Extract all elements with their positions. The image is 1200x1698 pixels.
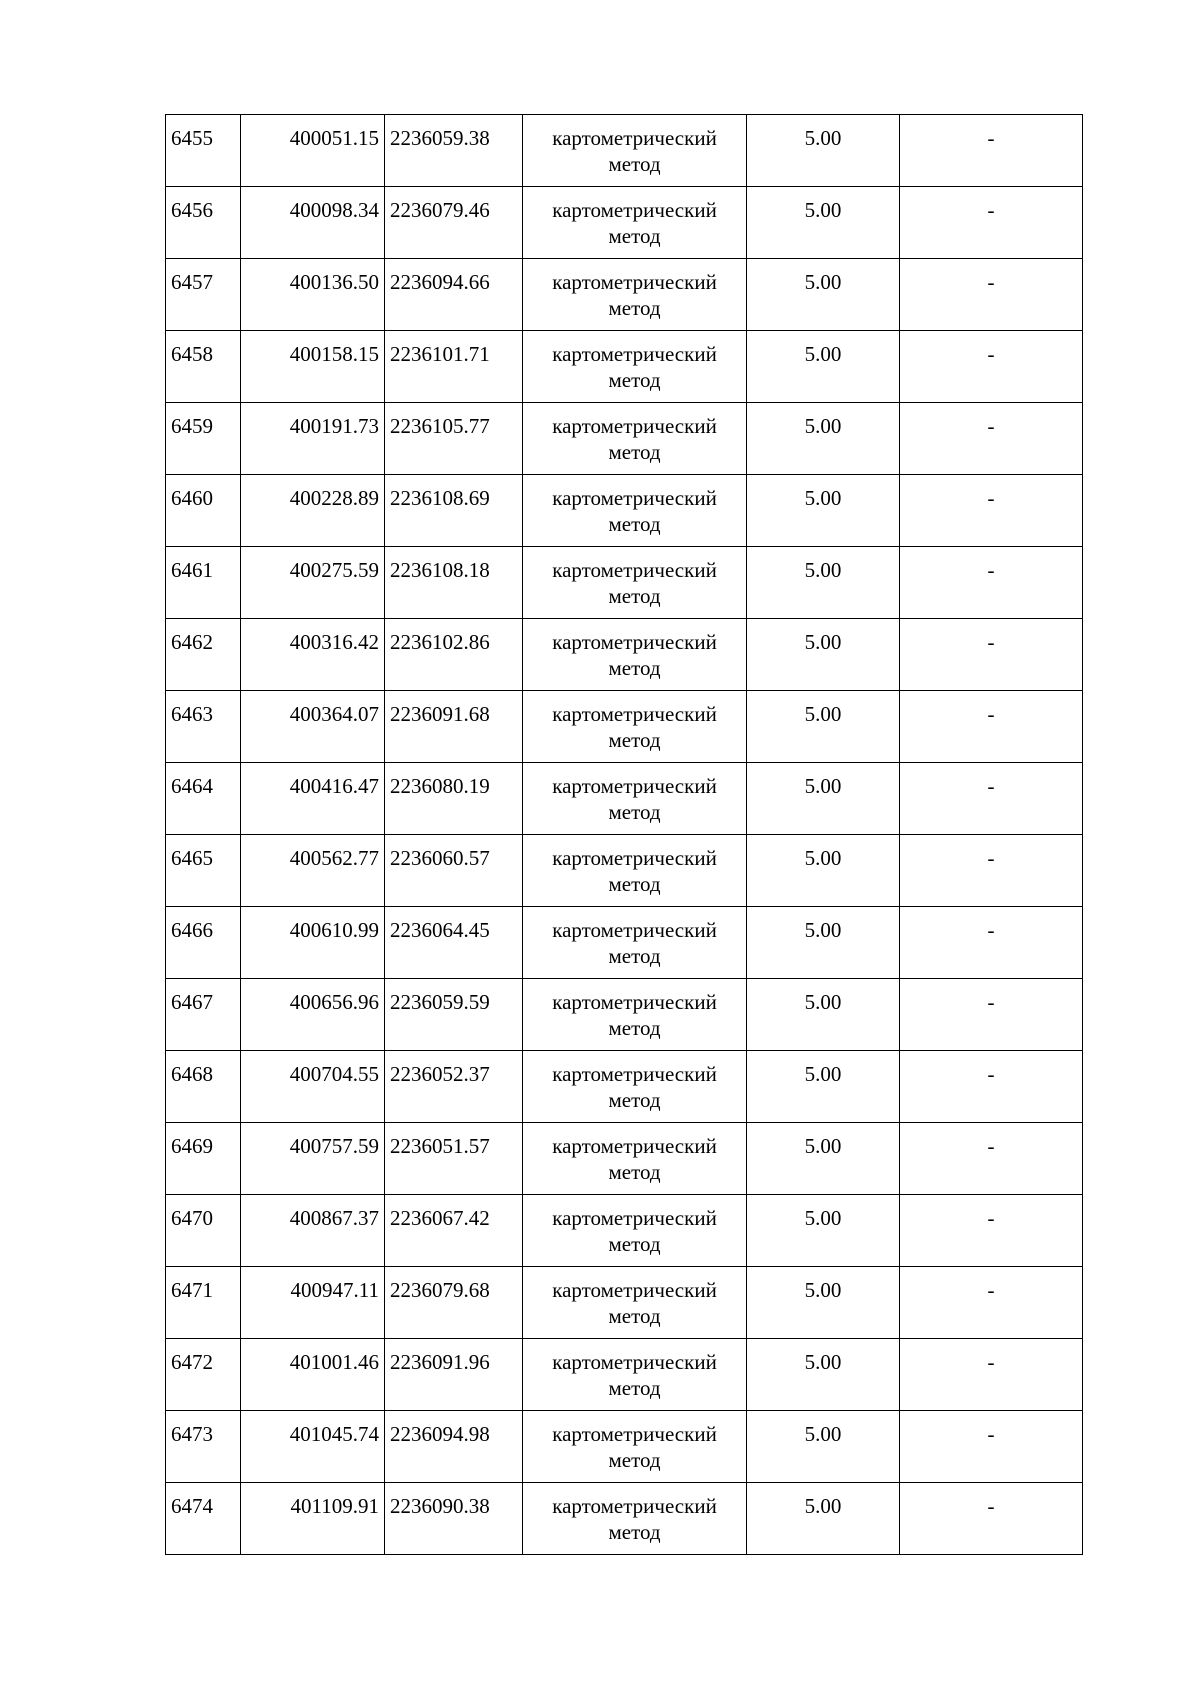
point-number-cell: 6474 xyxy=(166,1483,241,1555)
accuracy-cell: 5.00 xyxy=(747,1339,900,1411)
point-number-cell: 6458 xyxy=(166,331,241,403)
point-number-cell: 6463 xyxy=(166,691,241,763)
method-cell: картометрический метод xyxy=(523,691,747,763)
x-coordinate-cell: 400228.89 xyxy=(241,475,385,547)
method-cell: картометрический метод xyxy=(523,979,747,1051)
x-coordinate-cell: 400136.50 xyxy=(241,259,385,331)
table-row xyxy=(166,1483,1083,1555)
description-cell: - xyxy=(900,403,1083,475)
method-cell: картометрический метод xyxy=(523,619,747,691)
y-coordinate-cell: 2236067.42 xyxy=(385,1195,523,1267)
table-row xyxy=(166,1339,1083,1411)
point-number-cell: 6465 xyxy=(166,835,241,907)
table-row xyxy=(166,835,1083,907)
method-cell: картометрический метод xyxy=(523,1051,747,1123)
description-cell: - xyxy=(900,187,1083,259)
y-coordinate-cell: 2236090.38 xyxy=(385,1483,523,1555)
x-coordinate-cell: 401001.46 xyxy=(241,1339,385,1411)
method-cell: картометрический метод xyxy=(523,1411,747,1483)
description-cell: - xyxy=(900,331,1083,403)
x-coordinate-cell: 400098.34 xyxy=(241,187,385,259)
method-cell: картометрический метод xyxy=(523,1339,747,1411)
point-number-cell: 6460 xyxy=(166,475,241,547)
accuracy-cell: 5.00 xyxy=(747,979,900,1051)
accuracy-cell: 5.00 xyxy=(747,259,900,331)
y-coordinate-cell: 2236091.96 xyxy=(385,1339,523,1411)
method-cell: картометрический метод xyxy=(523,835,747,907)
y-coordinate-cell: 2236052.37 xyxy=(385,1051,523,1123)
point-number-cell: 6462 xyxy=(166,619,241,691)
accuracy-cell: 5.00 xyxy=(747,907,900,979)
description-cell: - xyxy=(900,1195,1083,1267)
table-row xyxy=(166,1123,1083,1195)
point-number-cell: 6472 xyxy=(166,1339,241,1411)
table-row xyxy=(166,115,1083,187)
x-coordinate-cell: 401045.74 xyxy=(241,1411,385,1483)
y-coordinate-cell: 2236094.66 xyxy=(385,259,523,331)
accuracy-cell: 5.00 xyxy=(747,691,900,763)
x-coordinate-cell: 400416.47 xyxy=(241,763,385,835)
point-number-cell: 6468 xyxy=(166,1051,241,1123)
method-cell: картометрический метод xyxy=(523,547,747,619)
description-cell: - xyxy=(900,979,1083,1051)
table-row xyxy=(166,475,1083,547)
description-cell: - xyxy=(900,835,1083,907)
x-coordinate-cell: 400704.55 xyxy=(241,1051,385,1123)
x-coordinate-cell: 400757.59 xyxy=(241,1123,385,1195)
point-number-cell: 6464 xyxy=(166,763,241,835)
method-cell: картометрический метод xyxy=(523,259,747,331)
table-row xyxy=(166,691,1083,763)
table-row xyxy=(166,907,1083,979)
point-number-cell: 6469 xyxy=(166,1123,241,1195)
table-row xyxy=(166,187,1083,259)
x-coordinate-cell: 400051.15 xyxy=(241,115,385,187)
x-coordinate-cell: 400316.42 xyxy=(241,619,385,691)
point-number-cell: 6455 xyxy=(166,115,241,187)
y-coordinate-cell: 2236064.45 xyxy=(385,907,523,979)
y-coordinate-cell: 2236059.59 xyxy=(385,979,523,1051)
description-cell: - xyxy=(900,1483,1083,1555)
y-coordinate-cell: 2236101.71 xyxy=(385,331,523,403)
point-number-cell: 6466 xyxy=(166,907,241,979)
description-cell: - xyxy=(900,907,1083,979)
x-coordinate-cell: 400158.15 xyxy=(241,331,385,403)
coordinates-table-body xyxy=(166,115,1083,1555)
y-coordinate-cell: 2236108.69 xyxy=(385,475,523,547)
method-cell: картометрический метод xyxy=(523,115,747,187)
point-number-cell: 6470 xyxy=(166,1195,241,1267)
description-cell: - xyxy=(900,547,1083,619)
x-coordinate-cell: 400562.77 xyxy=(241,835,385,907)
y-coordinate-cell: 2236059.38 xyxy=(385,115,523,187)
y-coordinate-cell: 2236108.18 xyxy=(385,547,523,619)
y-coordinate-cell: 2236094.98 xyxy=(385,1411,523,1483)
x-coordinate-cell: 400191.73 xyxy=(241,403,385,475)
description-cell: - xyxy=(900,1267,1083,1339)
description-cell: - xyxy=(900,259,1083,331)
method-cell: картометрический метод xyxy=(523,403,747,475)
accuracy-cell: 5.00 xyxy=(747,331,900,403)
accuracy-cell: 5.00 xyxy=(747,619,900,691)
table-row xyxy=(166,259,1083,331)
y-coordinate-cell: 2236105.77 xyxy=(385,403,523,475)
x-coordinate-cell: 400947.11 xyxy=(241,1267,385,1339)
table-row xyxy=(166,1267,1083,1339)
accuracy-cell: 5.00 xyxy=(747,1051,900,1123)
accuracy-cell: 5.00 xyxy=(747,115,900,187)
y-coordinate-cell: 2236079.46 xyxy=(385,187,523,259)
point-number-cell: 6471 xyxy=(166,1267,241,1339)
accuracy-cell: 5.00 xyxy=(747,1123,900,1195)
method-cell: картометрический метод xyxy=(523,475,747,547)
point-number-cell: 6473 xyxy=(166,1411,241,1483)
x-coordinate-cell: 400656.96 xyxy=(241,979,385,1051)
table-row xyxy=(166,979,1083,1051)
description-cell: - xyxy=(900,115,1083,187)
y-coordinate-cell: 2236080.19 xyxy=(385,763,523,835)
y-coordinate-cell: 2236079.68 xyxy=(385,1267,523,1339)
description-cell: - xyxy=(900,763,1083,835)
table-row xyxy=(166,1051,1083,1123)
method-cell: картометрический метод xyxy=(523,1123,747,1195)
x-coordinate-cell: 400610.99 xyxy=(241,907,385,979)
table-row xyxy=(166,763,1083,835)
point-number-cell: 6457 xyxy=(166,259,241,331)
y-coordinate-cell: 2236091.68 xyxy=(385,691,523,763)
x-coordinate-cell: 400867.37 xyxy=(241,1195,385,1267)
method-cell: картометрический метод xyxy=(523,1195,747,1267)
method-cell: картометрический метод xyxy=(523,1483,747,1555)
point-number-cell: 6459 xyxy=(166,403,241,475)
table-row xyxy=(166,1195,1083,1267)
accuracy-cell: 5.00 xyxy=(747,1411,900,1483)
description-cell: - xyxy=(900,619,1083,691)
table-row xyxy=(166,403,1083,475)
method-cell: картометрический метод xyxy=(523,907,747,979)
point-number-cell: 6461 xyxy=(166,547,241,619)
point-number-cell: 6456 xyxy=(166,187,241,259)
method-cell: картометрический метод xyxy=(523,1267,747,1339)
accuracy-cell: 5.00 xyxy=(747,187,900,259)
x-coordinate-cell: 401109.91 xyxy=(241,1483,385,1555)
x-coordinate-cell: 400275.59 xyxy=(241,547,385,619)
accuracy-cell: 5.00 xyxy=(747,1483,900,1555)
y-coordinate-cell: 2236051.57 xyxy=(385,1123,523,1195)
accuracy-cell: 5.00 xyxy=(747,403,900,475)
accuracy-cell: 5.00 xyxy=(747,763,900,835)
accuracy-cell: 5.00 xyxy=(747,547,900,619)
description-cell: - xyxy=(900,1339,1083,1411)
coordinates-table xyxy=(165,114,1083,1555)
description-cell: - xyxy=(900,1123,1083,1195)
point-number-cell: 6467 xyxy=(166,979,241,1051)
description-cell: - xyxy=(900,1411,1083,1483)
table-row xyxy=(166,1411,1083,1483)
method-cell: картометрический метод xyxy=(523,331,747,403)
method-cell: картометрический метод xyxy=(523,187,747,259)
description-cell: - xyxy=(900,475,1083,547)
accuracy-cell: 5.00 xyxy=(747,1195,900,1267)
y-coordinate-cell: 2236060.57 xyxy=(385,835,523,907)
x-coordinate-cell: 400364.07 xyxy=(241,691,385,763)
table-row xyxy=(166,547,1083,619)
y-coordinate-cell: 2236102.86 xyxy=(385,619,523,691)
description-cell: - xyxy=(900,691,1083,763)
accuracy-cell: 5.00 xyxy=(747,475,900,547)
method-cell: картометрический метод xyxy=(523,763,747,835)
description-cell: - xyxy=(900,1051,1083,1123)
accuracy-cell: 5.00 xyxy=(747,835,900,907)
table-row xyxy=(166,619,1083,691)
table-row xyxy=(166,331,1083,403)
accuracy-cell: 5.00 xyxy=(747,1267,900,1339)
